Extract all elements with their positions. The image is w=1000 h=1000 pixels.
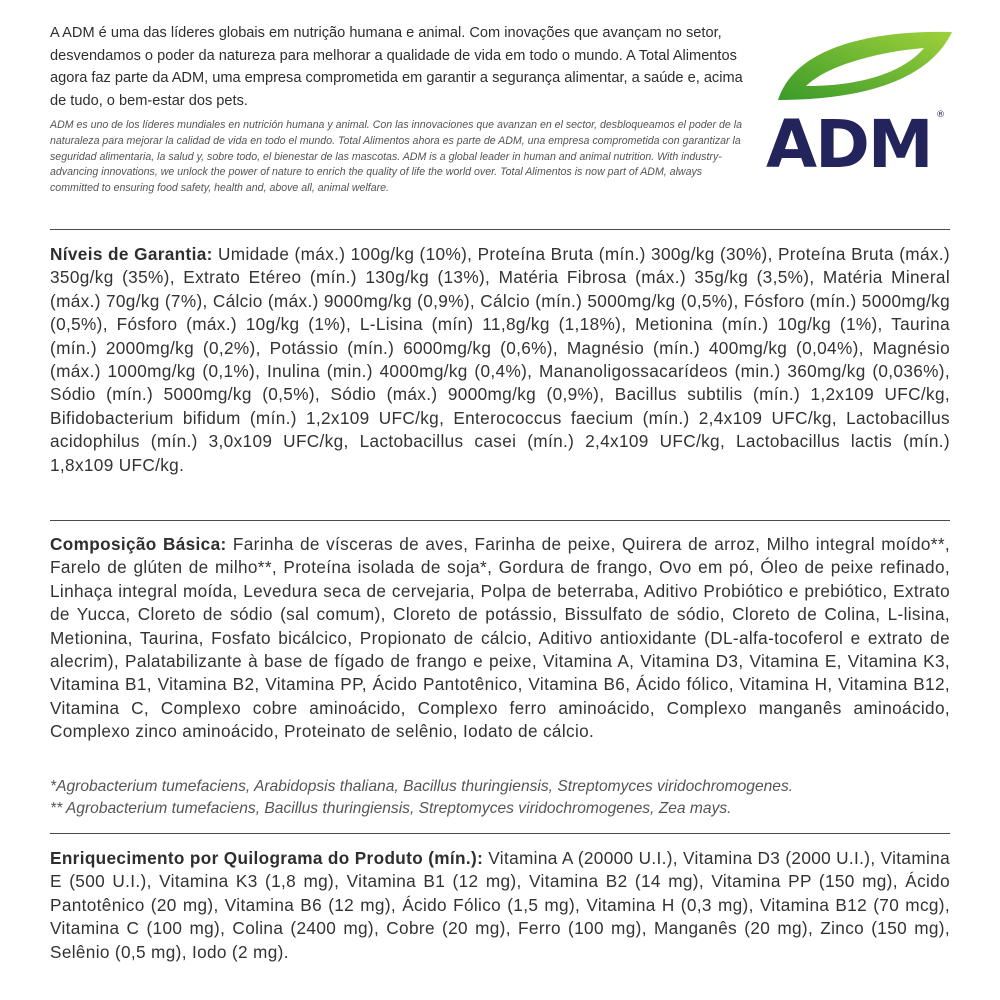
registered-mark: ® <box>936 110 945 120</box>
intro-section <box>50 22 750 197</box>
enriquecimento-title: Enriquecimento por Quilograma do Produto (mín.): <box>50 848 484 868</box>
enriquecimento-text: Vitamina A (20000 U.I.), Vitamina D3 (2000 U.I.), Vitamina E (500 U.I.), Vitamina K3 (1,8 mg), Vitamina B1 (12 mg), Vitamina B2 (14 mg), Vitamina PP (150 mg), Ácido Pantotênico (20 mg), Vitamina B6 (12 mg), Ácido Fólico (1,5 mg), Vitamina H (0,3 mg), Vitamina B12 (70 mcg), Vitamina C (100 mg), Colina (2400 mg), Cobre (20 mg), Ferro (100 mg), Manganês (20 mg), Zinco (150 mg), Selênio (0,5 mg), Iodo (2 mg). <box>50 848 950 962</box>
composicao-title: Composição Básica: <box>50 534 227 554</box>
intro-portuguese: A ADM é uma das líderes globais em nutrição humana e animal. Com inovações que avançam no setor, desvendamos o poder da natureza para melhorar a qualidade de vida em todo o mundo. A Total Alimentos agora faz parte da ADM, uma empresa comprometida em garantir a segurança alimentar, a saúde e, acima de tudo, o bem-estar dos pets. <box>50 25 743 109</box>
composicao-text: Farinha de vísceras de aves, Farinha de peixe, Quirera de arroz, Milho integral moído**, Farelo de glúten de milho**, Proteína isolada de soja*, Gordura de frango, Ovo em pó, Óleo de peixe refinado, Linhaça integral moída, Levedura seca de cervejaria, Polpa de beterraba, Aditivo Probiótico e prebiótico, Extrato de Yucca, Cloreto de sódio (sal comum), Cloreto de potássio, Bissulfato de sódio, Cloreto de Colina, L-lisina, Metionina, Taurina, Fosfato bicálcico, Propionato de cálcio, Aditivo antioxidante (DL-alfa-tocoferol e extrato de alecrim), Palatabilizante à base de fígado de frango e peixe, Vitamina A, Vitamina D3, Vitamina E, Vitamina K3, Vitamina B1, Vitamina B2, Vitamina PP, Ácido Pantotênico, Vitamina B6, Ácido fólico, Vitamina H, Vitamina B12, Vitamina C, Complexo cobre aminoácido, Complexo ferro aminoácido, Complexo manganês aminoácido, Complexo zinco aminoácido, Proteinato de selênio, Iodato de cálcio. <box>50 534 950 742</box>
garantia-text: Umidade (máx.) 100g/kg (10%), Proteína Bruta (mín.) 300g/kg (30%), Proteína Bruta (máx.) 350g/kg (35%), Extrato Etéreo (mín.) 130g/kg (13%), Matéria Fibrosa (máx.) 35g/kg (3,5%), Matéria Mineral (máx.) 70g/kg (7%), Cálcio (máx.) 9000mg/kg (0,9%), Cálcio (mín.) 5000mg/kg (0,5%), Fósforo (mín.) 5000mg/kg (0,5%), Fósforo (máx.) 10g/kg (1%), L-Lisina (mín) 11,8g/kg (1,18%), Metionina (mín.) 10g/kg (1%), Taurina (mín.) 2000mg/kg (0,2%), Potássio (mín.) 6000mg/kg (0,6%), Magnésio (mín.) 400mg/kg (0,04%), Magnésio (máx.) 1000mg/kg (0,1%), Inulina (min.) 4000mg/kg (0,4%), Mananoligossacarídeos (min.) 360mg/kg (0,036%), Sódio (mín.) 5000mg/kg (0,5%), Sódio (máx.) 9000mg/kg (0,9%), Bacillus subtilis (mín.) 1,2x109 UFC/kg, Bifidobacterium bifidum (mín.) 1,2x109 UFC/kg, Enterococcus faecium (mín.) 2,4x109 UFC/kg, Lactobacillus acidophilus (mín.) 3,0x109 UFC/kg, Lactobacillus casei (mín.) 2,4x109 UFC/kg, Lactobacillus lactis (mín.) 1,8x109 UFC/kg. <box>50 244 950 475</box>
intro-spanish-english: ADM es uno de los líderes mundiales en nutrición humana y animal. Con las innovaciones que avanzan en el sector, desbloqueamos el poder de la naturaleza para mejorar la calidad de vida en todo el mundo. Total Alimentos ahora es parte de ADM, una empresa comprometida con garantizar la seguridad alimentaria, la salud y, sobre todo, el bienestar de las mascotas. ADM is a global leader in human and animal nutrition. With industry-advancing innovations, we unlock the power of nature to enrich the quality of life the world over. Total Alimentos is now part of ADM, always committed to ensuring food safety, health and, above all, animal welfare. <box>50 119 742 195</box>
garantia-section <box>50 243 950 477</box>
leaf-icon <box>764 28 954 108</box>
enriquecimento-section <box>50 847 950 964</box>
divider <box>50 229 950 230</box>
logo-wordmark: ADM <box>766 106 932 183</box>
divider <box>50 833 950 834</box>
adm-logo <box>764 28 954 183</box>
garantia-title: Níveis de Garantia: <box>50 244 213 264</box>
divider <box>50 520 950 521</box>
composicao-section <box>50 533 950 744</box>
footnote-1: *Agrobacterium tumefaciens, Arabidopsis thaliana, Bacillus thuringiensis, Streptomyces viridochromogenes. <box>50 778 794 795</box>
footnote-2: ** Agrobacterium tumefaciens, Bacillus thuringiensis, Streptomyces viridochromogenes, Zea mays. <box>50 800 732 817</box>
